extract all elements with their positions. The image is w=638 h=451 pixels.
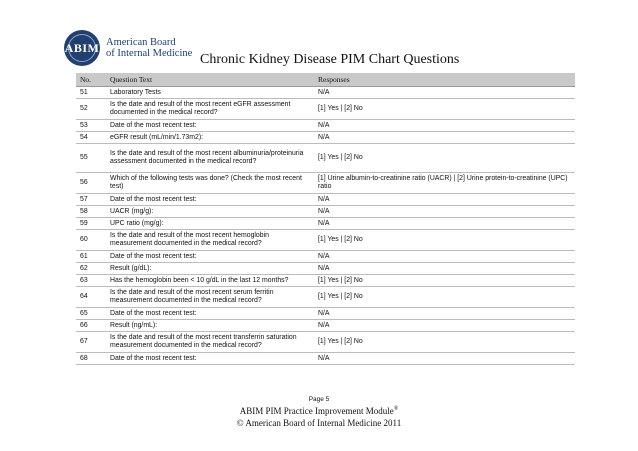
question-text: Result (g/dL): (106, 263, 314, 275)
row-number: 54 (76, 132, 106, 144)
column-header-no: No. (76, 73, 106, 87)
row-number: 62 (76, 263, 106, 275)
question-text: UACR (mg/g): (106, 206, 314, 218)
response-text: [1] Yes | [2] No (314, 332, 575, 353)
response-text: [1] Yes | [2] No (314, 287, 575, 308)
table-row (76, 173, 575, 194)
table-row (76, 263, 575, 275)
row-number: 57 (76, 194, 106, 206)
response-text: [1] Yes | [2] No (314, 275, 575, 287)
org-name-line1: American Board (106, 37, 176, 48)
table-row (76, 308, 575, 320)
org-name-line2: of Internal Medicine (106, 48, 193, 59)
response-text: N/A (314, 251, 575, 263)
row-number: 61 (76, 251, 106, 263)
response-text: N/A (314, 263, 575, 275)
row-number: 51 (76, 87, 106, 99)
response-text: N/A (314, 218, 575, 230)
table-row (76, 251, 575, 263)
response-text: N/A (314, 87, 575, 99)
row-number: 68 (76, 353, 106, 365)
question-text: Date of the most recent test: (106, 120, 314, 132)
question-text: Is the date and result of the most recent eGFR assessment documented in the medical record? (106, 99, 314, 120)
row-number: 64 (76, 287, 106, 308)
abim-logo (64, 30, 204, 70)
response-text: [1] Urine albumin-to-creatinine ratio (UACR) | [2] Urine protein-to-creatinine (UPC) ratio (314, 173, 575, 194)
row-number: 59 (76, 218, 106, 230)
question-text: Date of the most recent test: (106, 308, 314, 320)
response-text: N/A (314, 353, 575, 365)
registered-mark: ® (393, 406, 399, 412)
table-row (76, 144, 575, 173)
question-text: Is the date and result of the most recent transferrin saturation measurement documented in the medical record? (106, 332, 314, 353)
row-number: 60 (76, 230, 106, 251)
response-text: N/A (314, 308, 575, 320)
column-header-question: Question Text (106, 73, 314, 87)
footer-copyright: © American Board of Internal Medicine 2011 (236, 418, 402, 428)
response-text: N/A (314, 194, 575, 206)
question-text: Date of the most recent test: (106, 353, 314, 365)
response-text: N/A (314, 320, 575, 332)
question-text: eGFR result (mL/min/1.73m2): (106, 132, 314, 144)
question-text: Which of the following tests was done? (Check the most recent test) (106, 173, 314, 194)
row-number: 52 (76, 99, 106, 120)
table-row (76, 275, 575, 287)
footer-module-text: ABIM PIM Practice Improvement Module (239, 406, 394, 416)
table-row (76, 332, 575, 353)
response-text: N/A (314, 120, 575, 132)
response-text: [1] Yes | [2] No (314, 230, 575, 251)
table-row (76, 206, 575, 218)
row-number: 55 (76, 144, 106, 173)
row-number: 63 (76, 275, 106, 287)
table-row (76, 320, 575, 332)
table-row (76, 287, 575, 308)
table-row (76, 132, 575, 144)
response-text: [1] Yes | [2] No (314, 99, 575, 120)
question-text: Laboratory Tests (106, 87, 314, 99)
question-text: Is the date and result of the most recent albuminuria/proteinuria assessment documented in the medical record? (106, 144, 314, 173)
row-number: 56 (76, 173, 106, 194)
footer-module-name (0, 406, 638, 416)
row-number: 67 (76, 332, 106, 353)
table-row (76, 230, 575, 251)
row-number: 53 (76, 120, 106, 132)
page-title: Chronic Kidney Disease PIM Chart Questions (200, 52, 460, 67)
question-text: Date of the most recent test: (106, 251, 314, 263)
question-text: Result (ng/mL): (106, 320, 314, 332)
response-text: N/A (314, 132, 575, 144)
table-row (76, 120, 575, 132)
response-text: N/A (314, 206, 575, 218)
questions-table (76, 73, 575, 365)
response-text: [1] Yes | [2] No (314, 144, 575, 173)
table-row (76, 353, 575, 365)
question-text: UPC ratio (mg/g): (106, 218, 314, 230)
table-row (76, 99, 575, 120)
page-number: Page 5 (308, 396, 330, 403)
column-header-responses: Responses (314, 73, 575, 87)
logo-letters: ABIM (64, 41, 100, 55)
question-text: Is the date and result of the most recent serum ferritin measurement documented in the medical record? (106, 287, 314, 308)
table-row (76, 194, 575, 206)
question-text: Is the date and result of the most recent hemoglobin measurement documented in the medical record? (106, 230, 314, 251)
question-text: Has the hemoglobin been < 10 g/dL in the last 12 months? (106, 275, 314, 287)
table-header-row (76, 73, 575, 87)
table-row (76, 87, 575, 99)
row-number: 66 (76, 320, 106, 332)
question-text: Date of the most recent test: (106, 194, 314, 206)
row-number: 58 (76, 206, 106, 218)
row-number: 65 (76, 308, 106, 320)
table-row (76, 218, 575, 230)
